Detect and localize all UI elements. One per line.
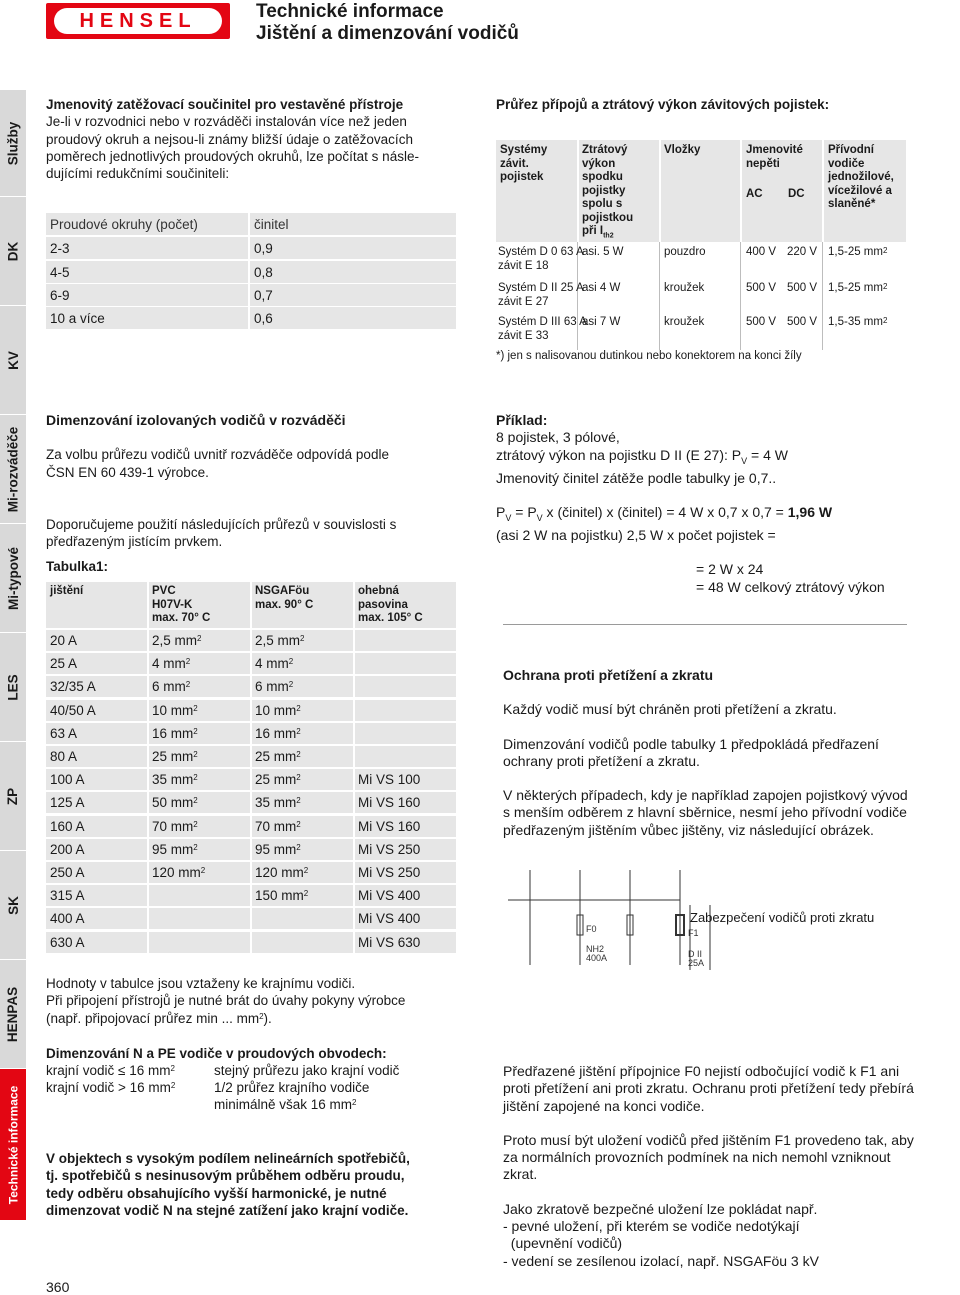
table-cell: 95 mm $^2$ (152, 841, 198, 857)
logo-text: HENSEL (79, 9, 197, 32)
sidebar-tab-kv[interactable]: KV (0, 306, 26, 414)
sidebar-tab-mi-typove[interactable]: Mi-typové (0, 524, 26, 632)
load-factor-line-3: poměrech jednotlivých proudových okruhů, lze počítat s násle- (46, 148, 419, 164)
table-row: 2-3 0,9 (46, 237, 456, 259)
table-cell: 25 mm $^2$ (255, 772, 301, 788)
load-factor-line-2: proudový okruh a nejsou-li známy bližší údaje o zatěžovacích (46, 131, 413, 147)
load-factor-table (46, 213, 456, 331)
table-cell: 160 A (50, 818, 85, 834)
table-cell: 70 mm $^2$ (255, 818, 301, 834)
fuse-row-d0: Systém D 0 63 A závit E 18 (498, 246, 584, 272)
table-cell: 25 mm $^2$ (152, 749, 198, 764)
sidebar-tab-sk[interactable]: SK (0, 851, 26, 959)
hensel-logo (46, 3, 230, 39)
table-cell: 400 A (50, 911, 85, 927)
sidebar-tab-zp[interactable]: ZP (0, 742, 26, 850)
table-cell: 120 mm $^2$ (255, 865, 309, 880)
table-cell: 4 mm $^2$ (152, 656, 191, 672)
sidebar-tab-technicke-informace[interactable]: Technické informace (0, 1069, 26, 1220)
protection-title: Ochrana proti přetížení a zkratu (503, 667, 714, 683)
table-header-row: jištění PVC H07V-K max. 70° C NSGAFöu max. 90° C ohebná pasovina max. 105° C (46, 582, 456, 628)
table-cell: 100 A (50, 772, 85, 788)
sidebar-tab-les[interactable]: LES (0, 633, 26, 741)
fuse-circuit-diagram (500, 860, 910, 980)
title-line-1: Technické informace (256, 1, 444, 22)
insulated-conductors-section: Dimenzování izolovaných vodičů v rozváděči Za volbu průřezu vodičů uvnitř rozváděče odpovídá podle ČSN EN 60 439-1 výrobce. Doporučujeme použití následujících průřezů v souvislosti s předřazeným jistícím prvkem. Tabulka1: (46, 412, 466, 576)
table-header-row: Proudové okruhy (počet) činitel (46, 213, 456, 235)
table-cell: 95 mm $^2$ (255, 841, 301, 857)
example-section: Příklad: 8 pojistek, 3 pólové, ztrátový výkon na pojistku D II (E 27): $P_V = 4$ W Jmenovitý činitel zátěže podle tabulky je 0,7.. $P_V = P_V$ x (činitel) x (činitel) = 4 W x 0,7 x 0,7 = 1,96 W (asi 2 W na pojistku) 2,5 W x počet pojistek = = 2 W x 24 = 48 W celkový ztrátový výkon (496, 412, 916, 596)
svg-text:400A: 400A (586, 953, 608, 963)
load-factor-title: Jmenovitý zatěžovací součinitel pro vestavěné přístroje (46, 97, 404, 112)
title-line-2: Jištění a dimenzování vodičů (256, 23, 519, 44)
col-supply-conductors: Přívodní vodiče jednožilové, vícežilové a slaněné* (828, 144, 894, 210)
table-cell: 16 mm $^2$ (255, 725, 301, 741)
col-systems: Systémy závit. pojistek (500, 144, 548, 183)
fuse-row-diii: Systém D III 63 A závit E 33 (498, 316, 587, 342)
explanation-section: Předřazené jištění přípojnice F0 nejistí odbočující vodič k F1 ani proti přetížení ani proti zkratu. Ochranu proti přetížení tedy přebírá jištění zapojené na konci vodiče. Proto musí být uložení vodičů před jištěním F1 provedeno tak, aby za normálních provozních podmínek na nich nemohl vzniknout zkrat. Jako zkratově bezpečné uložení lze pokládat např. - pevné uložení, při kterém se vodiče nedotýkají (upevnění vodičů) - vedení se zesílenou izolací, např. NSGAFöu 3 kV (503, 1063, 914, 1269)
svg-text:F1: F1 (688, 928, 699, 938)
example-title: Příklad: (496, 412, 548, 428)
table-cell: 40/50 A (50, 702, 96, 718)
table-cell: 63 A (50, 725, 78, 741)
sidebar-tab-dk[interactable]: DK (0, 197, 26, 305)
protection-section: Ochrana proti přetížení a zkratu Každý vodič musí být chráněn proti přetížení a zkratu. Dimenzování vodičů podle tabulky 1 předpokládá předřazení ochrany proti přetížení a zkratu. V některých případech, kdy je například zapojen pojistkový vývod s menším odběrem z hlavní sběrnice, nesmí jeho přívodní vodiče předřazeným jištěním vůbec jištěny, viz následující obrázek. (503, 667, 923, 839)
col-power-loss: Ztrátový výkon spodku pojistky spolu s pojistkou při $I_{th2}$ (582, 144, 634, 240)
n-pe-title: Dimenzování N a PE vodiče v proudových obvodech: (46, 1046, 387, 1061)
table-cell: Mi VS 160 (358, 818, 421, 834)
table-row: 6-9 0,7 (46, 284, 456, 306)
table-cell: Mi VS 630 (358, 934, 421, 950)
table-cell: 4 mm $^2$ (255, 656, 294, 672)
table-cell: 25 A (50, 656, 78, 672)
svg-text:25A: 25A (688, 958, 705, 968)
table-cell: 315 A (50, 888, 85, 904)
f0-label: F0 (586, 924, 597, 934)
load-factor-section (46, 96, 466, 182)
table-cell: 120 mm $^2$ (152, 865, 206, 880)
load-factor-line-4: dujícími redukčními součiniteli: (46, 166, 230, 182)
fuse-row-dii: Systém D II 25 A závit E 27 (498, 282, 584, 308)
conductor-table (46, 582, 456, 956)
table-cell: Mi VS 250 (358, 841, 421, 857)
sidebar (0, 90, 26, 1220)
table-cell: Mi VS 400 (358, 888, 421, 904)
table-cell: Mi VS 250 (358, 865, 421, 880)
svg-text:NH2: NH2 (586, 944, 605, 954)
page-number: 360 (46, 1279, 70, 1295)
table-cell: 2,5 mm $^2$ (255, 633, 305, 648)
diagram-caption: Zabezpečení vodičů proti zkratu (690, 910, 875, 925)
table-cell: Mi VS 160 (358, 795, 421, 811)
table-cell: 150 mm $^2$ (255, 888, 309, 904)
section-title: Dimenzování izolovaných vodičů v rozváděči (46, 412, 346, 428)
table-cell: 6 mm $^2$ (255, 679, 294, 695)
table-cell: 630 A (50, 934, 85, 950)
col-rated-voltage: Jmenovité nepěti AC DC (746, 144, 805, 200)
table-cell: 20 A (50, 633, 78, 648)
table-cell: 10 mm $^2$ (255, 702, 301, 718)
table-note: Hodnoty v tabulce jsou vztaženy ke krajnímu vodiči. Při připojení přístrojů je nutné brát do úvahy pokyny výrobce (např. připojovací průřez min ... $mm^2$). (46, 976, 406, 1026)
sidebar-tab-mi-rozvadece[interactable]: Mi-rozváděče (0, 415, 26, 523)
table-cell: 16 mm $^2$ (152, 725, 198, 741)
divider (503, 624, 907, 625)
table-cell: 2,5 mm $^2$ (152, 633, 202, 648)
table-cell: 250 A (50, 865, 85, 880)
table-cell: 50 mm $^2$ (152, 795, 198, 811)
table-row: 10 a více 0,6 (46, 307, 456, 329)
table-cell: 70 mm $^2$ (152, 818, 198, 834)
table-cell: Mi VS 400 (358, 911, 421, 927)
sidebar-tab-henpas[interactable]: HENPAS (0, 960, 26, 1068)
table-cell: Mi VS 100 (358, 772, 421, 788)
table-cell: 6 mm $^2$ (152, 679, 191, 695)
page-title (256, 1, 519, 45)
sidebar-tab-sluzby[interactable]: Služby (0, 90, 26, 196)
table-cell: 35 mm $^2$ (255, 795, 301, 811)
table-cell: 200 A (50, 841, 85, 857)
svg-text:D II: D II (688, 949, 703, 959)
nonlinear-loads-note: V objektech s vysokým podílem nelineárních spotřebičů, tj. spotřebičů s nesinusovým průběhem odběru proudu, tedy odběru obsahujícího vyšší harmonické, je nutné dimenzovat vodič N na stejné zatížení jako krajní vodiče. (46, 1151, 410, 1218)
fuse-table-note: *) jen s nalisovanou dutinkou nebo konektorem na konci žíly (496, 350, 802, 362)
table-cell: 80 A (50, 749, 78, 764)
table-row: 4-5 0,8 (46, 261, 456, 283)
table-cell: 125 A (50, 795, 85, 811)
table-cell: 32/35 A (50, 679, 96, 695)
n-pe-section: Dimenzování N a PE vodiče v proudových obvodech: krajní vodič ≤ 16 $mm^2$ stejný průřezu jako krajní vodič krajní vodič > 16 $mm^2$ 1/2 průřez krajního vodiče minimálně však 16 $mm^2$ (46, 1045, 466, 1113)
table-cell: 10 mm $^2$ (152, 702, 198, 718)
col-inserts: Vložky (664, 144, 701, 156)
table-cell: 25 mm $^2$ (255, 749, 301, 764)
table1-label: Tabulka1: (46, 559, 109, 575)
load-factor-line-1: Je-li v rozvodnici nebo v rozváděči instalován více než jeden (46, 114, 407, 130)
fuse-section-title: Průřez přípojů a ztrátový výkon závitových pojistek: (496, 97, 830, 112)
table-cell: 35 mm $^2$ (152, 772, 198, 788)
